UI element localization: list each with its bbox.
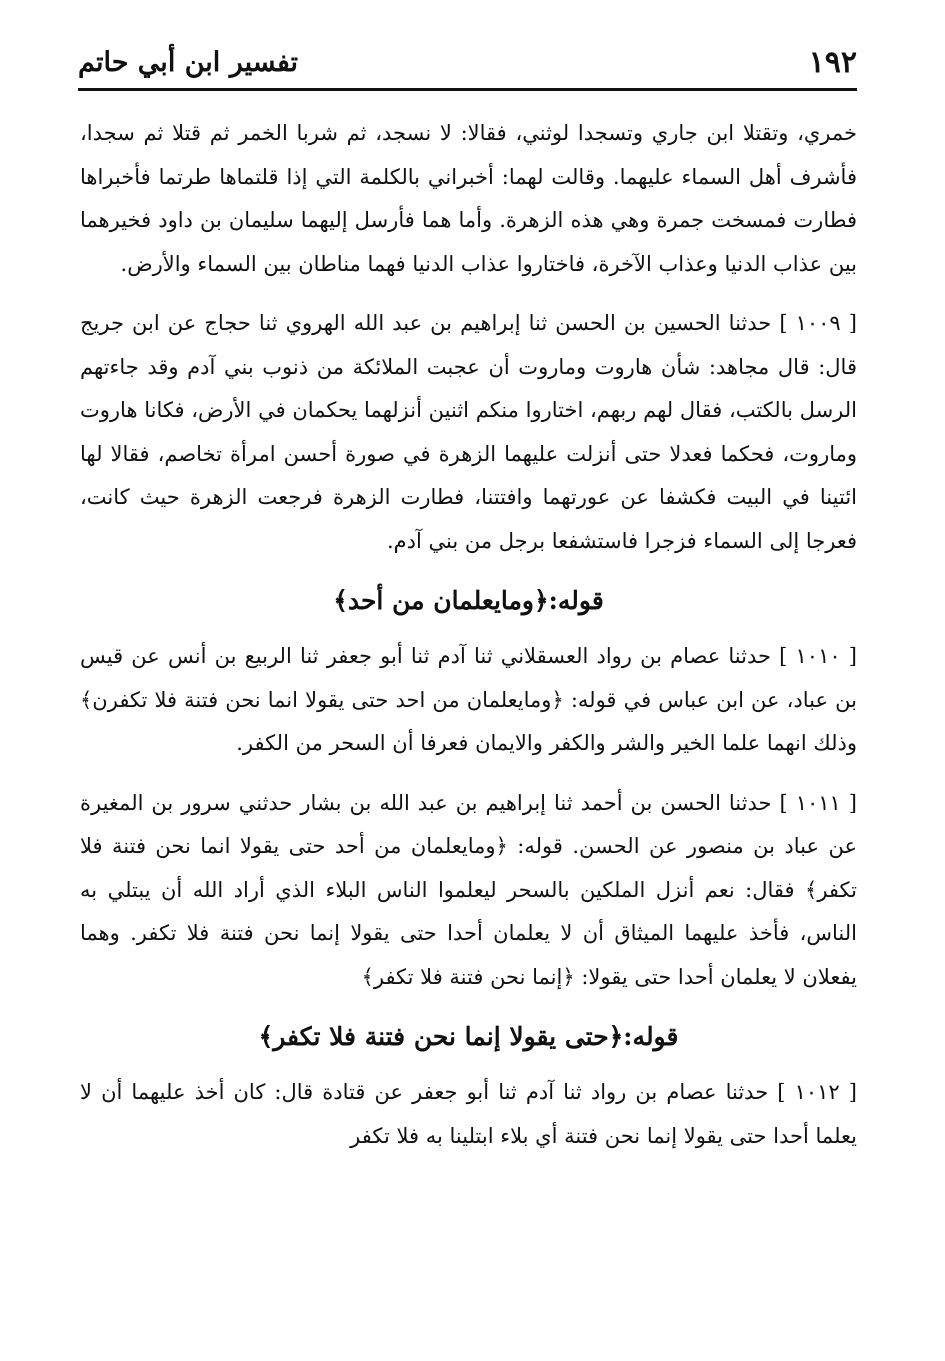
page-body <box>80 112 857 1174</box>
verse-heading-1: قوله:﴿ومايعلمان من أحد﴾ <box>333 586 604 615</box>
paragraph-continuation: خمري، وتقتلا ابن جاري وتسجدا لوثني، فقالا: لا نسجد، ثم شربا الخمر ثم قتلا ثم سجدا، فأشرف أهل السماء عليهما. وقالت لهما: أخبراني بالكلمة التي إذا قلتماها طرتما فأخبراها فطارت فمسخت جمرة وهي هذه الزهرة. وأما هما فأرسل إليهما سليمان بن داود فخيرهما بين عذاب الدنيا وعذاب الآخرة، فاختاروا عذاب الدنيا فهما مناطان بين السماء والأرض. <box>80 121 857 276</box>
narration-1012: [ ١٠١٢ ] حدثنا عصام بن رواد ثنا آدم ثنا أبو جعفر عن قتادة قال: كان أخذ عليهما أن لا يعلما أحدا حتى يقولا إنما نحن فتنة أي بلاء ابتلينا به فلا تكفر <box>80 1080 857 1148</box>
page-header <box>78 40 857 84</box>
header-divider <box>78 88 857 91</box>
verse-heading-2: قوله:﴿حتى يقولا إنما نحن فتنة فلا تكفر﴾ <box>258 1022 679 1051</box>
page-number: ١٩٢ <box>808 44 857 80</box>
narration-1010: [ ١٠١٠ ] حدثنا عصام بن رواد العسقلاني ثنا آدم ثنا أبو جعفر ثنا الربيع بن أنس عن قيس بن عباد، عن ابن عباس في قوله: ﴿ومايعلمان من احد حتى يقولا انما نحن فتنة فلا تكفرن﴾ وذلك انهما علما الخير والشر والكفر والايمان فعرفا أن السحر من الكفر. <box>80 644 857 755</box>
book-title: تفسير ابن أبي حاتم <box>78 46 298 78</box>
narration-1009: [ ١٠٠٩ ] حدثنا الحسين بن الحسن ثنا إبراهيم بن عبد الله الهروي ثنا حجاج عن ابن جريج قال: قال مجاهد: شأن هاروت وماروت أن عجبت الملائكة من ذنوب بني آدم وقد جاءتهم الرسل بالكتب، فقال لهم ربهم، اختاروا منكم اثنين أنزلهما يحكمان في الأرض، فكانا هاروت وماروت، فحكما فعدلا حتى أنزلت عليهما الزهرة في صورة أحسن امرأة تخاصم، فقالا لها ائتينا في البيت فكشفا عن عورتهما وافتتنا، فطارت الزهرة فرجعت الزهرة حيث كانت، فعرجا إلى السماء فزجرا فاستشفعا برجل من بني آدم. <box>80 311 857 553</box>
narration-1011: [ ١٠١١ ] حدثنا الحسن بن أحمد ثنا إبراهيم بن عبد الله بن بشار حدثني سرور بن المغيرة عن عباد بن منصور عن الحسن. قوله: ﴿ومايعلمان من أحد حتى يقولا انما نحن فتنة فلا تكفر﴾ فقال: نعم أنزل الملكين بالسحر ليعلموا الناس البلاء الذي أراد الله أن يبتلي به الناس، فأخذ عليهما الميثاق أن لا يعلمان أحدا حتى يقولا إنما نحن فتنة فلا تكفر. وهما يفعلان لا يعلمان أحدا حتى يقولا: ﴿إنما نحن فتنة فلا تكفر﴾ <box>80 790 858 989</box>
